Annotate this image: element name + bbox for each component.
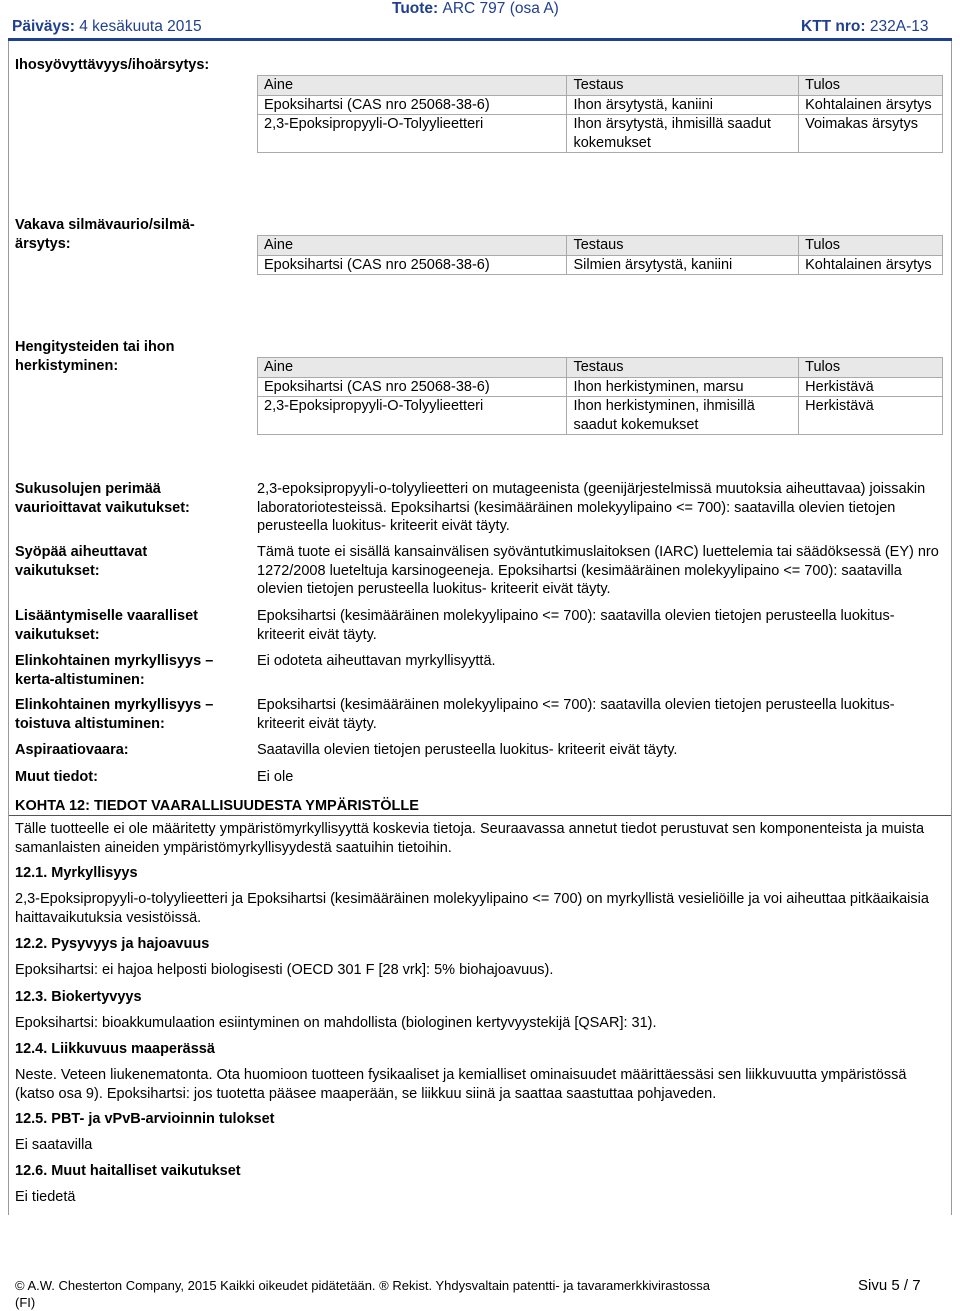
repr-value: Epoksihartsi (kesimääräinen molekyylipaino <= 700): saatavilla olevien tietojen perusteella luokitus- kriteerit eivät täyty. (257, 608, 895, 643)
page-number: Sivu 5 / 7 (858, 1277, 921, 1294)
s3-text: Epoksihartsi: bioakkumulaation esiintyminen on mahdollista (biologinen kertyvyystekijä [QSAR]: 31). (15, 1015, 657, 1031)
other-label: Muut tiedot: (15, 769, 98, 785)
stot-re-label-line1: Elinkohtainen myrkyllisyys – (15, 697, 214, 713)
section12-intro: Tälle tuotteelle ei ole määritetty ympäristömyrkyllisyyttä koskevia tietoja. Seuraavassa annetut tiedot perustuvat sen komponenteista ja muista samanlaisten aineiden ympäristömyrkyllisyydestä saatuihin tietoihin. (15, 821, 925, 856)
col-tulos: Tulos (799, 76, 943, 96)
col-tulos: Tulos (799, 236, 943, 256)
date-label: Päiväys: (12, 18, 75, 35)
eye-label (15, 216, 195, 253)
stot-se-label (15, 652, 213, 689)
product-label: Tuote: (392, 0, 439, 17)
sens-label-line1: Hengitysteiden tai ihon (15, 339, 175, 355)
sens-label (15, 338, 175, 375)
carc-label-line1: Syöpää aiheuttavat (15, 544, 148, 560)
eye-label-line2: ärsytys: (15, 235, 71, 252)
sens-label-line2: herkistyminen: (15, 357, 119, 374)
s6-title: 12.6. Muut haitalliset vaikutukset (15, 1163, 241, 1179)
col-aine: Aine (258, 76, 567, 96)
section12-divider (9, 815, 951, 816)
ktt-field (801, 18, 929, 37)
cell-substance: 2,3-Epoksipropyyli-O-Tolyylieetteri (258, 115, 567, 153)
copyright-text: © A.W. Chesterton Company, 2015 Kaikki oikeudet pidätetään. ® Rekist. Yhdysvaltain patentti- ja tavaramerkkivirastossa (15, 1278, 711, 1293)
page-header (0, 0, 960, 40)
frame-right-border (951, 41, 952, 1215)
col-aine: Aine (258, 236, 567, 256)
muta-label-line2: vaurioittavat vaikutukset: (15, 499, 190, 516)
sens-table (257, 357, 943, 435)
s2-text: Epoksihartsi: ei hajoa helposti biologisesti (OECD 301 F [28 vrk]: 5% biohajoavuus). (15, 962, 554, 978)
s4-text: Neste. Veteen liukenematonta. Ota huomioon tuotteen fysikaaliset ja kemialliset ominaisuudet määrittäessäsi sen liikkuvuutta ympäristössä (katso osa 9). Epoksihartsi: jos tuotetta pääsee maaperään, se liikkuu siinä ja saattaa saastuttaa pohjaveden. (15, 1067, 907, 1102)
section12-title: KOHTA 12: TIEDOT VAARALLISUUDESTA YMPÄRISTÖLLE (15, 798, 419, 814)
cell-substance: Epoksihartsi (CAS nro 25068-38-6) (258, 255, 567, 275)
table-row (258, 377, 943, 397)
cell-test: Silmien ärsytystä, kaniini (567, 255, 799, 275)
date-field (12, 18, 202, 37)
s3-title: 12.3. Biokertyvyys (15, 989, 142, 1005)
cell-test: Ihon herkistyminen, marsu (567, 377, 799, 397)
asp-label: Aspiraatiovaara: (15, 742, 129, 758)
eye-label-line1: Vakava silmävaurio/silmä- (15, 217, 195, 233)
stot-re-value: Epoksihartsi (kesimääräinen molekyylipaino <= 700): saatavilla olevien tietojen perusteella luokitus- kriteerit eivät täyty. (257, 697, 895, 732)
table-row (258, 95, 943, 115)
table-row (258, 397, 943, 435)
product-value: ARC 797 (osa A) (442, 0, 559, 17)
table-row (258, 115, 943, 153)
stot-re-label-line2: toistuva altistuminen: (15, 715, 165, 732)
asp-value: Saatavilla olevien tietojen perusteella luokitus- kriteerit eivät täyty. (257, 742, 678, 758)
cell-test: Ihon herkistyminen, ihmisillä saadut kokemukset (567, 397, 799, 435)
cell-test: Ihon ärsytystä, ihmisillä saadut kokemukset (567, 115, 799, 153)
muta-value: 2,3-epoksipropyyli-o-tolyylieetteri on mutageenista (geenijärjestelmissä muutoksia aiheuttavaa) joissakin laboratoriotesteissä. Epoksihartsi (kesimääräinen molekyylipaino <= 700): saatavilla olevien tietojen perusteella luokitus- kriteerit eivät täyty. (257, 481, 926, 534)
ktt-value: 232A-13 (869, 18, 929, 35)
repr-label-line2: vaikutukset: (15, 626, 100, 643)
col-testaus: Testaus (567, 76, 799, 96)
carc-value: Tämä tuote ei sisällä kansainvälisen syöväntutkimuslaitoksen (IARC) luettelemia tai säädöksessä (EY) nro 1272/2008 lueteltuja karsinogeeneja. Epoksihartsi (kesimääräinen molekyylipaino <= 700): saatavilla olevien tietojen perusteella luokitus- kriteerit eivät täyty. (257, 544, 939, 597)
cell-result: Herkistävä (799, 397, 943, 435)
table-header-row (258, 76, 943, 96)
table-header-row (258, 358, 943, 378)
s1-text: 2,3-Epoksipropyyli-o-tolyylieetteri ja Epoksihartsi (kesimääräinen molekyylipaino <= 700) on myrkyllistä vesieliöille ja voi aiheuttaa pitkäaikaisia haittavaikutuksia vesistöissä. (15, 891, 929, 926)
col-aine: Aine (258, 358, 567, 378)
muta-label (15, 480, 190, 517)
s6-text: Ei tiedetä (15, 1189, 76, 1205)
muta-label-line1: Sukusolujen perimää (15, 481, 161, 497)
header-divider (8, 38, 952, 41)
other-value: Ei ole (257, 769, 294, 785)
cell-result: Voimakas ärsytys (799, 115, 943, 153)
skin-table (257, 75, 943, 153)
cell-substance: 2,3-Epoksipropyyli-O-Tolyylieetteri (258, 397, 567, 435)
cell-result: Herkistävä (799, 377, 943, 397)
col-tulos: Tulos (799, 358, 943, 378)
carc-label-line2: vaikutukset: (15, 562, 100, 579)
language-code: (FI) (15, 1295, 36, 1310)
table-header-row (258, 236, 943, 256)
date-value: 4 kesäkuuta 2015 (79, 18, 202, 35)
repr-label-line1: Lisääntymiselle vaaralliset (15, 608, 198, 624)
stot-re-label (15, 696, 213, 733)
s5-title: 12.5. PBT- ja vPvB-arvioinnin tulokset (15, 1111, 275, 1127)
cell-result: Kohtalainen ärsytys (799, 95, 943, 115)
carc-label (15, 543, 147, 580)
repr-label (15, 607, 198, 644)
s2-title: 12.2. Pysyvyys ja hajoavuus (15, 936, 210, 952)
s5-text: Ei saatavilla (15, 1137, 93, 1153)
stot-se-label-line1: Elinkohtainen myrkyllisyys – (15, 653, 214, 669)
stot-se-label-line2: kerta-altistuminen: (15, 671, 145, 688)
cell-substance: Epoksihartsi (CAS nro 25068-38-6) (258, 377, 567, 397)
s4-title: 12.4. Liikkuvuus maaperässä (15, 1041, 215, 1057)
ktt-label: KTT nro: (801, 18, 866, 35)
cell-test: Ihon ärsytystä, kaniini (567, 95, 799, 115)
product-field (392, 0, 559, 19)
col-testaus: Testaus (567, 236, 799, 256)
stot-se-value: Ei odoteta aiheuttavan myrkyllisyyttä. (257, 653, 496, 669)
cell-result: Kohtalainen ärsytys (799, 255, 943, 275)
page-footer (15, 1277, 945, 1311)
table-row (258, 255, 943, 275)
cell-substance: Epoksihartsi (CAS nro 25068-38-6) (258, 95, 567, 115)
frame-left-border (8, 41, 9, 1215)
col-testaus: Testaus (567, 358, 799, 378)
s1-title: 12.1. Myrkyllisyys (15, 865, 138, 881)
eye-table (257, 235, 943, 275)
skin-label: Ihosyövyttävyys/ihoärsytys: (15, 57, 210, 73)
